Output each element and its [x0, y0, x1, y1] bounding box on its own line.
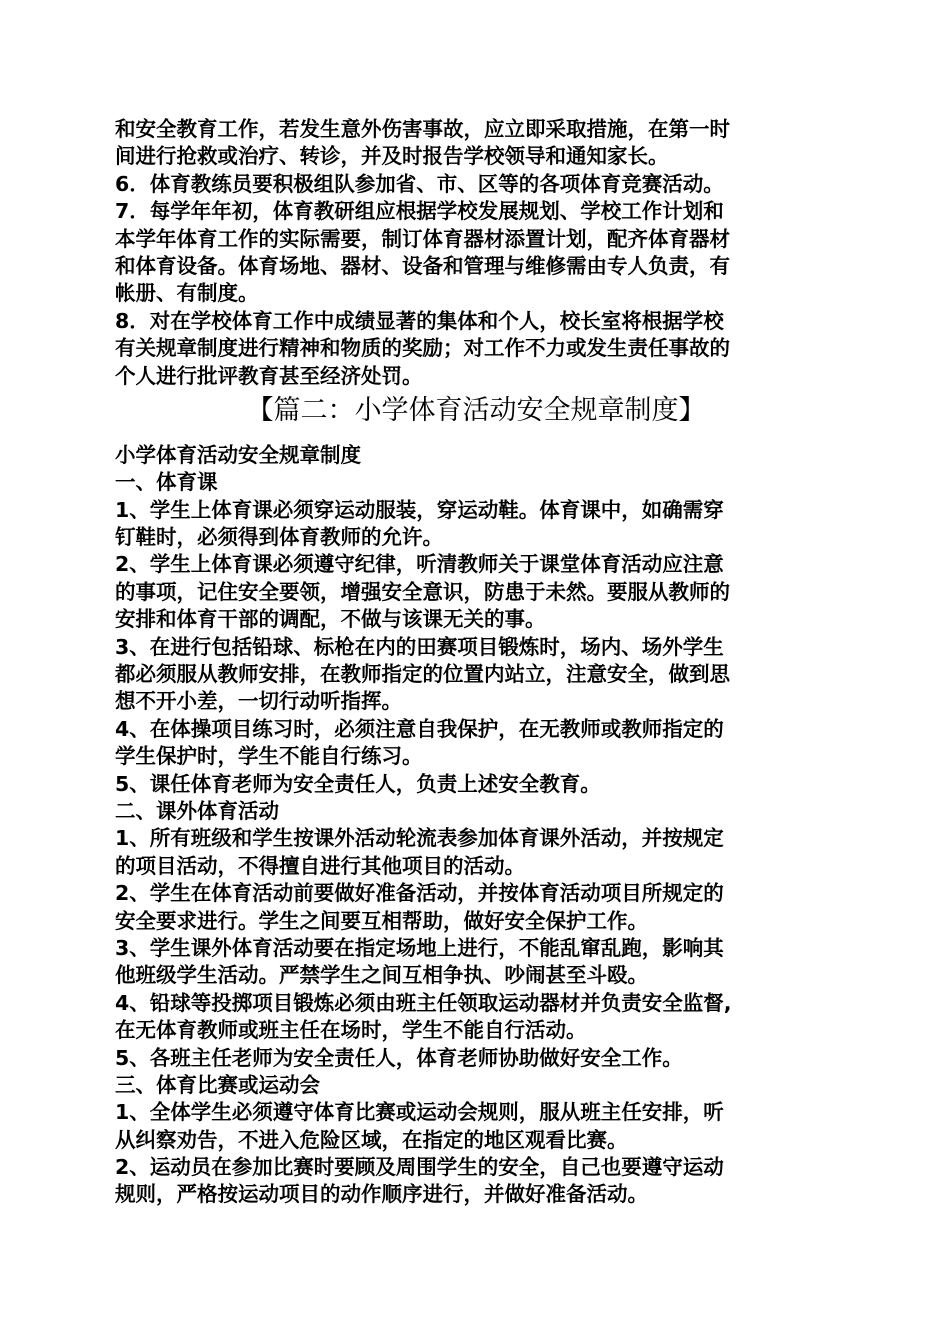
heading-line: 三、体育比赛或运动会: [115, 1072, 320, 1097]
heading-line: 二、课外体育活动: [115, 798, 279, 823]
text-line: 都必须服从教师安排，在教师指定的位置内站立，注意安全，做到思: [115, 662, 730, 687]
text-line: 6．体育教练员要积极组队参加省、市、区等的各项体育竞赛活动。: [115, 171, 724, 196]
text-line: 和体育设备。体育场地、器材、设备和管理与维修需由专人负责，有: [115, 253, 730, 278]
text-line: 的项目活动，不得擅自进行其他项目的活动。: [115, 853, 525, 878]
document-page: [115, 116, 837, 1209]
text-line: 从纠察劝告，不进入危险区域，在指定的地区观看比赛。: [115, 1127, 628, 1152]
text-line: 5、各班主任老师为安全责任人，体育老师协助做好安全工作。: [115, 1045, 683, 1070]
text-line: 帐册、有制度。: [115, 281, 259, 306]
text-line: 4、在体操项目练习时，必须注意自我保护，在无教师或教师指定的: [115, 716, 724, 741]
text-line: 安排和体育干部的调配，不做与该课无关的事。: [115, 607, 546, 632]
text-line: 他班级学生活动。严禁学生之间互相争执、吵闹甚至斗殴。: [115, 963, 648, 988]
text-line: 在无体育教师或班主任在场时，学生不能自行活动。: [115, 1018, 587, 1043]
text-line: 安全要求进行。学生之间要互相帮助，做好安全保护工作。: [115, 908, 648, 933]
text-line: 2、学生在体育活动前要做好准备活动，并按体育活动项目所规定的: [115, 881, 724, 906]
text-line: 学生保护时，学生不能自行练习。: [115, 744, 423, 769]
text-line: 间进行抢救或治疗、转诊，并及时报告学校领导和通知家长。: [115, 144, 669, 169]
text-line: 有关规章制度进行精神和物质的奖励；对工作不力或发生责任事故的: [115, 336, 730, 361]
text-line: 1、学生上体育课必须穿运动服装，穿运动鞋。体育课中，如确需穿: [115, 497, 724, 522]
document-title: 小学体育活动安全规章制度: [115, 442, 361, 467]
text-line: 钉鞋时，必须得到体育教师的允许。: [115, 525, 443, 550]
text-line: 3、在进行包括铅球、标枪在内的田赛项目锻炼时，场内、场外学生: [115, 634, 724, 659]
text-line: 3、学生课外体育活动要在指定场地上进行，不能乱窜乱跑，影响其: [115, 935, 724, 960]
text-line: 4、铅球等投掷项目锻炼必须由班主任领取运动器材并负责安全监督,: [115, 990, 732, 1015]
text-line: 2、学生上体育课必须遵守纪律，听清教师关于课堂体育活动应注意: [115, 552, 724, 577]
part1-text: [115, 116, 837, 390]
text-line: 8．对在学校体育工作中成绩显著的集体和个人，校长室将根据学校: [115, 308, 724, 333]
text-line: 和安全教育工作，若发生意外伤害事故，应立即采取措施，在第一时: [115, 117, 730, 141]
text-line: 个人进行批评教育甚至经济处罚。: [115, 363, 423, 388]
text-line: 本学年体育工作的实际需要，制订体育器材添置计划，配齐体育器材: [115, 226, 730, 251]
section-title: 【篇二：小学体育活动安全规章制度】: [246, 394, 706, 426]
heading-line: 一、体育课: [115, 470, 218, 495]
text-line: 7．每学年年初，体育教研组应根据学校发展规划、学校工作计划和: [115, 199, 724, 224]
text-line: 想不开小差，一切行动听指挥。: [115, 689, 402, 714]
text-line: 1、全体学生必须遵守体育比赛或运动会规则，服从班主任安排，听: [115, 1100, 724, 1125]
text-line: 1、所有班级和学生按课外活动轮流表参加体育课外活动，并按规定: [115, 826, 724, 851]
part2-text: [115, 442, 837, 1209]
text-line: 规则，严格按运动项目的动作顺序进行，并做好准备活动。: [115, 1182, 648, 1207]
text-line: 2、运动员在参加比赛时要顾及周围学生的安全，自己也要遵守运动: [115, 1155, 724, 1180]
text-line: 5、课任体育老师为安全责任人，负责上述安全教育。: [115, 771, 601, 796]
text-line: 的事项，记住安全要领，增强安全意识，防患于未然。要服从教师的: [115, 579, 730, 604]
